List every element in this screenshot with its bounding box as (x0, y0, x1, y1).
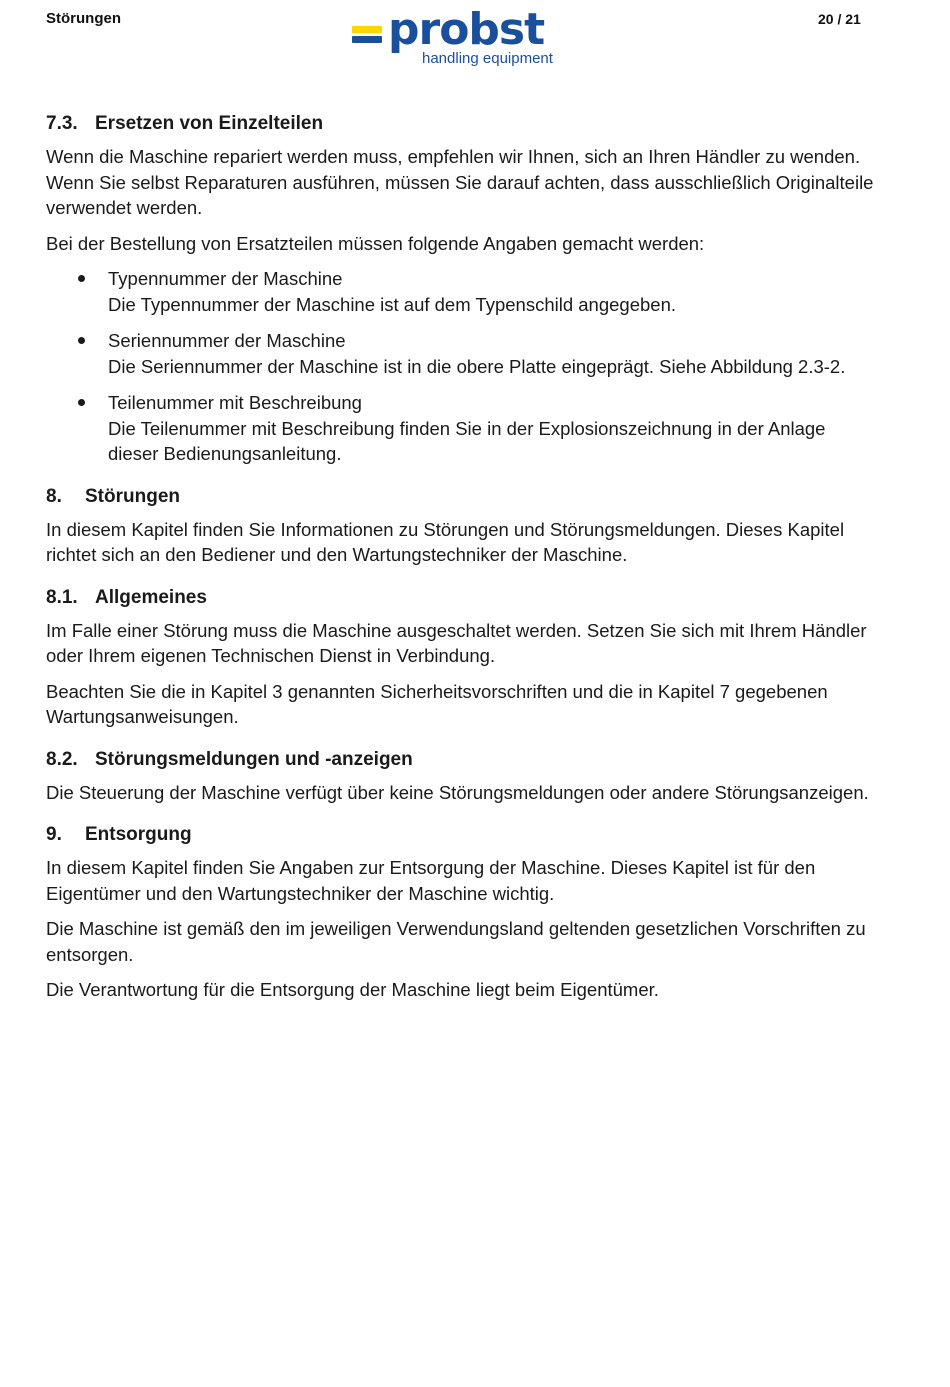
logo-bar-yellow (352, 26, 382, 33)
document-body (46, 110, 876, 1013)
section-number: 8.1. (46, 586, 78, 608)
section-title: Allgemeines (95, 586, 207, 608)
bullet-list (46, 266, 876, 467)
section-number: 7.3. (46, 113, 78, 134)
section-7-3 (46, 110, 876, 467)
section-heading (46, 821, 876, 849)
section-title: Entsorgung (85, 824, 192, 845)
paragraph: In diesem Kapitel finden Sie Angaben zur Entsorgung der Maschine. Dieses Kapitel ist für den Eigentümer und den Wartungstechniker der Maschine wichtig. (46, 857, 816, 904)
list-item-text: Die Teilenummer mit Beschreibung finden Sie in der Explosionszeichnung in der Anlage dieser Bedienungsanleitung. (108, 417, 826, 464)
paragraph: Beachten Sie die in Kapitel 3 genannten Sicherheitsvorschriften und die in Kapitel 7 gegebenen Wartungsanweisungen. (46, 680, 828, 727)
section-number: 9. (46, 824, 62, 845)
list-item (46, 328, 876, 379)
paragraph: Wenn die Maschine repariert werden muss, empfehlen wir Ihnen, sich an Ihren Händler zu wenden. Wenn Sie selbst Reparaturen ausführen, müssen Sie darauf achten, dass ausschließlich Originalteile verwendet werden. (46, 146, 874, 218)
section-number: 8.2. (46, 748, 78, 770)
bullet-icon (78, 337, 85, 344)
paragraph: In diesem Kapitel finden Sie Informationen zu Störungen und Störungsmeldungen. Dieses Kapitel richtet sich an den Bediener und den Wartungstechniker der Maschine. (46, 518, 845, 565)
list-item-title: Typennummer der Maschine (108, 268, 343, 289)
list-item-title: Teilenummer mit Beschreibung (108, 392, 362, 413)
list-item-text: Die Typennummer der Maschine ist auf dem Typenschild angegeben. (108, 293, 677, 315)
section-8 (46, 483, 876, 568)
paragraph: Bei der Bestellung von Ersatzteilen müssen folgende Angaben gemacht werden: (46, 232, 705, 254)
section-heading (46, 483, 876, 511)
list-item (46, 390, 876, 467)
paragraph: Die Steuerung der Maschine verfügt über keine Störungsmeldungen oder andere Störungsanzeigen. (46, 781, 869, 803)
logo-tagline: handling equipment (422, 50, 553, 67)
list-item (46, 266, 876, 317)
paragraph: Die Maschine ist gemäß den im jeweiligen Verwendungsland geltenden gesetzlichen Vorschriften zu entsorgen. (46, 918, 866, 965)
section-heading (46, 746, 876, 774)
section-heading (46, 110, 876, 138)
section-9 (46, 821, 876, 1003)
logo-wordmark: probst (388, 4, 545, 55)
section-title: Störungsmeldungen und -anzeigen (95, 748, 413, 770)
bullet-icon (78, 275, 85, 282)
section-8-2 (46, 746, 876, 806)
section-title: Ersetzen von Einzelteilen (95, 113, 324, 134)
paragraph: Die Verantwortung für die Entsorgung der Maschine liegt beim Eigentümer. (46, 979, 659, 1000)
section-title: Störungen (85, 485, 180, 507)
logo-bar-blue (352, 36, 382, 43)
paragraph: Im Falle einer Störung muss die Maschine ausgeschaltet werden. Setzen Sie sich mit Ihrem Händler oder Ihrem eigenen Technischen Dienst in Verbindung. (46, 619, 867, 666)
bullet-icon (78, 399, 85, 406)
list-item-title: Seriennummer der Maschine (108, 330, 346, 351)
section-number: 8. (46, 485, 62, 507)
page-number: 20 / 21 (818, 11, 861, 27)
list-item-text: Die Seriennummer der Maschine ist in die obere Platte eingeprägt. Siehe Abbildung 2.3-2. (108, 355, 846, 377)
header-section-title: Störungen (46, 10, 121, 27)
section-heading (46, 584, 876, 612)
probst-logo (350, 4, 570, 70)
section-8-1 (46, 584, 876, 730)
